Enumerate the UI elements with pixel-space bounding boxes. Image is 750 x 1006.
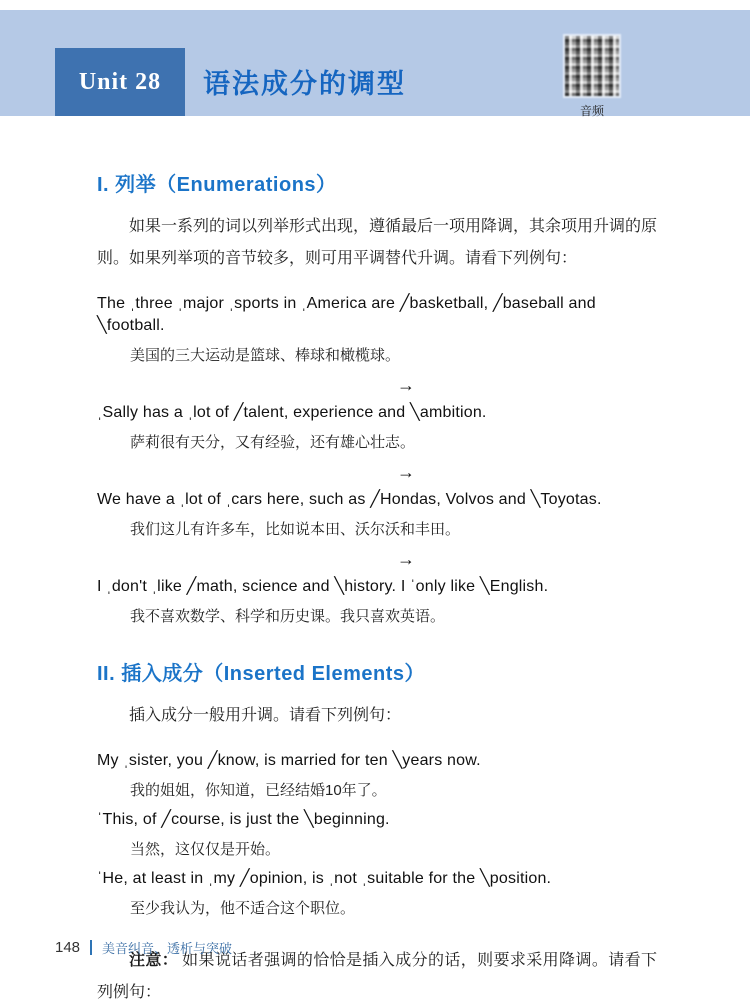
unit-badge xyxy=(55,48,185,116)
page-title: 语法成分的调型 xyxy=(203,69,406,99)
note-text: 如果说话者强调的恰恰是插入成分的话，则要求采用降调。请看下列例句： xyxy=(97,952,657,1001)
book-title: 美音纠音、透析与突破 xyxy=(102,941,233,956)
page-header xyxy=(0,10,750,116)
example-translation: 萨莉很有天分，又有经验，还有雄心壮志。 xyxy=(130,434,416,451)
level-tone-arrow: → xyxy=(397,462,415,482)
section-2-intro: 插入成分一般用升调。请看下列例句： xyxy=(129,707,402,724)
example-translation: 至少我认为，他不适合这个职位。 xyxy=(130,900,356,917)
example-english: ˈHe, at least in ˌmy ╱opinion, is ˌnot ˌsuitable for the ╲position. xyxy=(97,870,552,887)
section-1-intro: 如果一系列的词以列举形式出现，遵循最后一项用降调，其余项用升调的原则。如果列举项的音节较多，则可用平调替代升调。请看下列例句： xyxy=(97,218,658,267)
example-translation: 我不喜欢数学、科学和历史课。我只喜欢英语。 xyxy=(130,608,446,625)
page-number: 148 xyxy=(55,939,81,956)
level-tone-arrow: → xyxy=(397,549,415,569)
example-sentence-6 xyxy=(97,809,657,860)
audio-caption: 音频 xyxy=(579,104,604,118)
level-tone-arrow: → xyxy=(397,375,415,395)
example-english: My ˌsister, you ╱know, is married for ten ╲years now. xyxy=(97,752,481,769)
example-translation: 我们这儿有许多车，比如说本田、沃尔沃和丰田。 xyxy=(130,521,461,538)
page-footer xyxy=(55,938,232,957)
main-content xyxy=(97,168,657,1006)
example-english: The ˌthree ˌmajor ˌsports in ˌAmerica are ╱basketball, ╱baseball and ╲football. xyxy=(97,295,596,334)
section-2-heading: II. 插入成分（Inserted Elements） xyxy=(97,663,426,685)
example-translation: 美国的三大运动是篮球、棒球和橄榄球。 xyxy=(130,347,401,364)
example-sentence-2 xyxy=(97,402,657,453)
example-sentence-4 xyxy=(97,576,657,627)
unit-label: Unit 28 xyxy=(78,68,162,95)
example-english: I ˌdon't ˌlike ╱math, science and ╲history. I ˈonly like ╲English. xyxy=(97,578,549,595)
footer-divider xyxy=(90,940,92,955)
section-1-heading: I. 列举（Enumerations） xyxy=(97,174,337,196)
example-english: We have a ˌlot of ˌcars here, such as ╱Hondas, Volvos and ╲Toyotas. xyxy=(97,491,602,508)
example-sentence-7 xyxy=(97,868,657,919)
qr-code-image xyxy=(563,34,621,98)
example-sentence-3 xyxy=(97,489,657,540)
example-english: ˌSally has a ˌlot of ╱talent, experience and ╲ambition. xyxy=(97,404,487,421)
example-translation: 当然，这仅仅是开始。 xyxy=(130,841,281,858)
example-english: ˈThis, of ╱course, is just the ╲beginning. xyxy=(97,811,390,828)
example-sentence-1 xyxy=(97,293,657,366)
example-translation: 我的姐姐，你知道，已经结婚10年了。 xyxy=(130,782,387,799)
example-sentence-5 xyxy=(97,750,657,801)
note-label: 注意： xyxy=(129,952,179,969)
